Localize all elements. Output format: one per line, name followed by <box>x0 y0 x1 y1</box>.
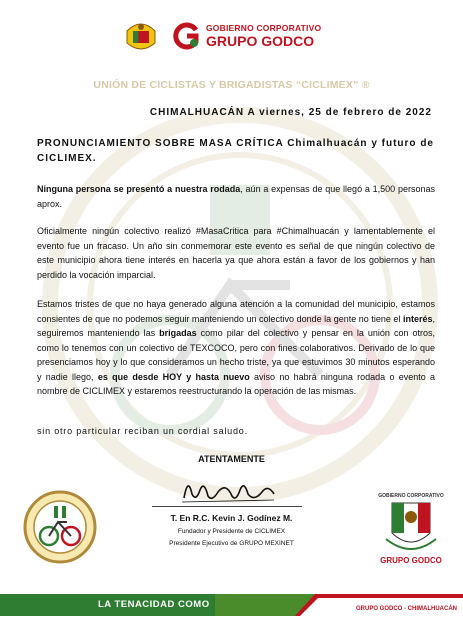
org-line-2: GRUPO GODCO <box>206 33 315 50</box>
closing-line: sin otro particular reciban un cordial saludo. <box>37 426 248 436</box>
dateline: CHIMALHUACÁN A viernes, 25 de febrero de 2022 <box>149 107 432 118</box>
signer-role-2: Presidente Ejecutivo de GRUPO MEXINET <box>169 540 294 547</box>
paragraph-1-bold: Ninguna persona se presentó a nuestra rodada <box>37 184 241 194</box>
subject-heading: PRONUNCIAMIENTO SOBRE MASA CRÍTICA Chimalhuacán y futuro de CICLIMEX. <box>37 138 434 164</box>
seal-top-text: GOBIERNO CORPORATIVO <box>378 493 444 499</box>
ciclimex-seal-icon <box>23 490 97 564</box>
seal-bottom-text: GRUPO GODCO <box>380 556 442 565</box>
footer-band <box>0 594 463 632</box>
paragraph-1-rest: , aún a expensas de que llegó a 1,500 personas aprox. <box>37 184 435 209</box>
footer-org-location: GRUPO GODCO - CHIMALHUACÁN <box>356 606 457 612</box>
atentamente-label: ATENTAMENTE <box>198 454 265 464</box>
paragraph-1 <box>37 182 435 211</box>
paragraph-3-g: aviso no habrá ninguna rodada o evento a nombre de CICLIMEX y estaremos reestructurando la operación de las mismas. <box>37 371 435 396</box>
organization-name <box>206 24 321 49</box>
godco-seal-icon <box>378 489 444 567</box>
paragraph-3-b: interés <box>402 313 433 324</box>
paragraph-3-e: como pilar del colectivo y pensar en la unión con otros, como lo tenemos con un colectivo de TEXCOCO, pero con fines colaborativos. Derivado de lo que presenciamos hoy y lo que consideramos un hecho triste, ya que estuvimos 30 minutos esperando y nadie llego, <box>37 328 435 382</box>
paragraph-3-a: Estamos tristes de que no haya generado alguna atención a la comunidad del municipio, estamos consientes de que no podemos seguir manteniendo un colectivo donde la gente no tiene el <box>37 299 435 324</box>
org-line-1: GOBIERNO CORPORATIVO <box>206 22 322 33</box>
paragraph-3-c: , seguiremos manteniendo las <box>37 313 435 338</box>
paragraph-3 <box>37 297 435 399</box>
godco-logo-icon <box>172 22 200 50</box>
paragraph-3-f: es que desde HOY y hasta nuevo <box>97 371 250 382</box>
signature-line <box>152 506 302 507</box>
paragraph-2: Oficialmente ningún colectivo realizó #MasaCritica para #Chimalhuacán y lamentablemente el evento fue un fracaso. Un año sin conmemorar este evento es señal de que ningún colectivo de este municipio ahora tiene interés en hacerla ya que ahora están a favor de los gobiernos y han perdido la vocación imparcial. <box>37 226 435 280</box>
signer-role-1: Fundador y Presidente de CICLIMEX <box>177 528 286 535</box>
paragraph-3-d: brigadas <box>159 328 197 338</box>
footer-motto: LA TENACIDAD COMO VIRTUD <box>0 594 215 616</box>
signer-name: T. En R.C. Kevin J. Godínez M. <box>170 513 293 523</box>
handwritten-signature <box>178 472 278 506</box>
union-title: UNIÓN DE CICLISTAS Y BRIGADISTAS “CICLIMEX” ® <box>93 79 370 91</box>
letterhead <box>124 14 321 58</box>
coat-of-arms-icon <box>124 17 158 55</box>
